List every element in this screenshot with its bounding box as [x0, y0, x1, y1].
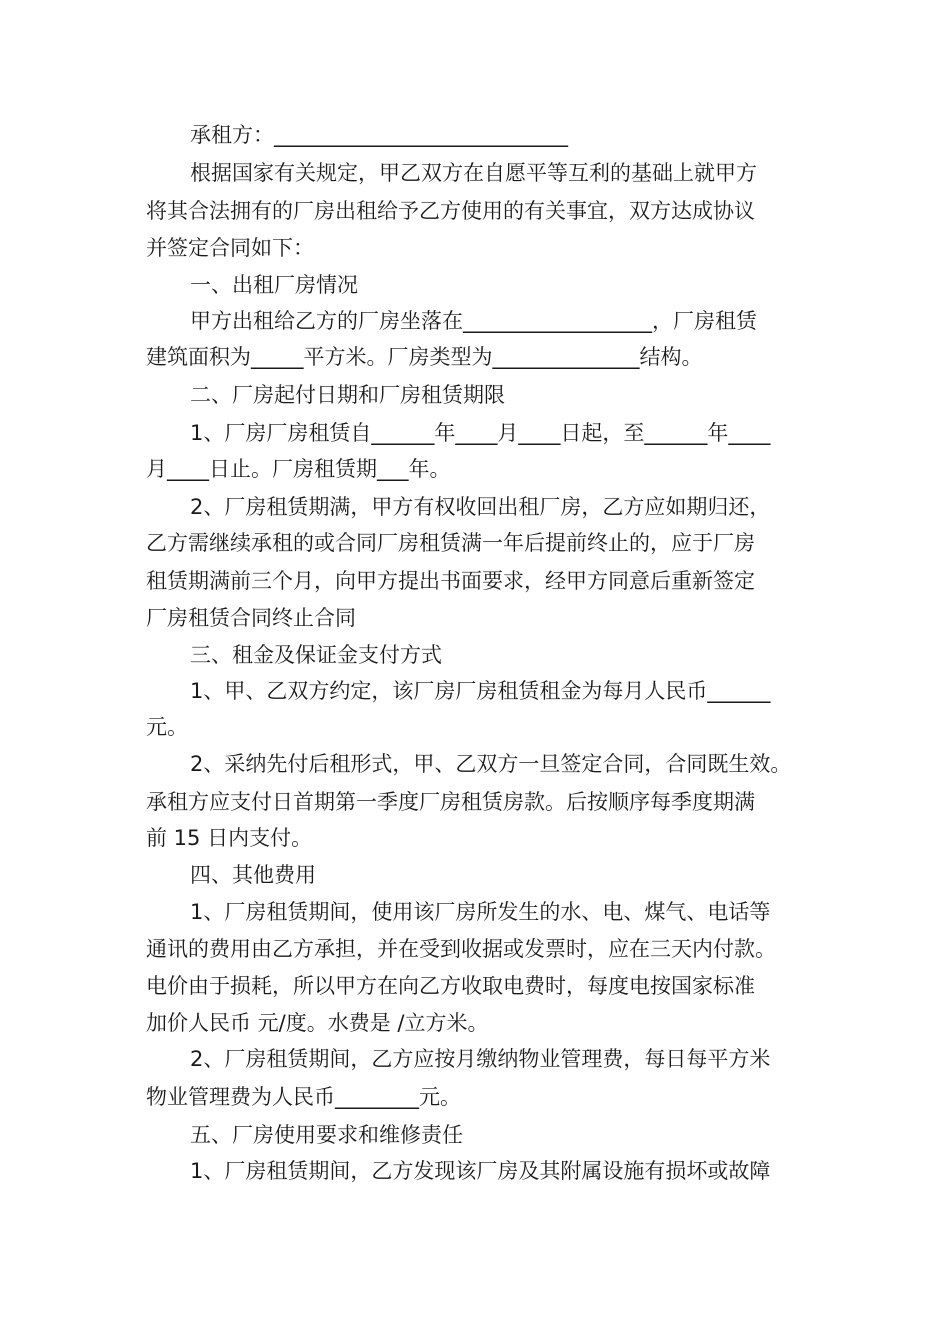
section3-item2-line-3: 前 15 日内支付。: [146, 826, 313, 850]
section5-item1-line-1: 1、厂房租赁期间，乙方发现该厂房及其附属设施有损坏或故障: [190, 1159, 771, 1183]
section2-item1-line-1: 1、厂房厂房租赁自______年____月____日起，至______年____: [190, 421, 771, 445]
section1-line-1: 甲方出租给乙方的厂房坐落在__________________，厂房租赁: [190, 309, 757, 333]
preamble-line-2: 将其合法拥有的厂房出租给予乙方使用的有关事宜，双方达成协议: [146, 199, 755, 223]
lessee-line: 承租方：____________________________: [190, 123, 568, 147]
section3-item1-line-2: 元。: [146, 715, 188, 739]
section4-item1-line-4: 加价人民币 元/度。水费是 /立方米。: [146, 1011, 489, 1035]
section-heading-3: 三、租金及保证金支付方式: [190, 643, 442, 667]
section3-item1-line-1: 1、甲、乙双方约定，该厂房厂房租赁租金为每月人民币______: [190, 679, 771, 703]
section4-item1-line-2: 通讯的费用由乙方承担，并在受到收据或发票时，应在三天内付款。: [146, 937, 776, 961]
preamble-line-1: 根据国家有关规定，甲乙双方在自愿平等互利的基础上就甲方: [190, 161, 757, 185]
section2-item2-line-1: 2、厂房租赁期满，甲方有权收回出租厂房，乙方应如期归还，: [190, 495, 771, 519]
section-heading-2: 二、厂房起付日期和厂房租赁期限: [190, 383, 505, 407]
section2-item1-line-2: 月____日止。厂房租赁期___年。: [146, 457, 451, 481]
section4-item1-line-1: 1、厂房租赁期间，使用该厂房所发生的水、电、煤气、电话等: [190, 900, 771, 924]
section2-item2-line-2: 乙方需继续承租的或合同厂房租赁满一年后提前终止的，应于厂房: [146, 531, 755, 555]
section-heading-4: 四、其他费用: [190, 863, 316, 887]
section1-line-2: 建筑面积为_____平方米。厂房类型为______________结构。: [146, 345, 703, 369]
section4-item1-line-3: 电价由于损耗，所以甲方在向乙方收取电费时，每度电按国家标准: [146, 974, 755, 998]
section-heading-5: 五、厂房使用要求和维修责任: [190, 1123, 463, 1147]
section4-item2-line-1: 2、厂房租赁期间，乙方应按月缴纳物业管理费，每日每平方米: [190, 1047, 771, 1071]
section4-item2-line-2: 物业管理费为人民币________元。: [146, 1085, 461, 1109]
section-heading-1: 一、出租厂房情况: [190, 273, 358, 297]
section3-item2-line-1: 2、采纳先付后租形式，甲、乙双方一旦签定合同，合同既生效。: [190, 752, 792, 776]
section2-item2-line-3: 租赁期满前三个月，向甲方提出书面要求，经甲方同意后重新签定: [146, 569, 755, 593]
preamble-line-3: 并签定合同如下：: [146, 236, 314, 260]
section2-item2-line-4: 厂房租赁合同终止合同: [146, 606, 356, 630]
section3-item2-line-2: 承租方应支付日首期第一季度厂房租赁房款。后按顺序每季度期满: [146, 790, 755, 814]
